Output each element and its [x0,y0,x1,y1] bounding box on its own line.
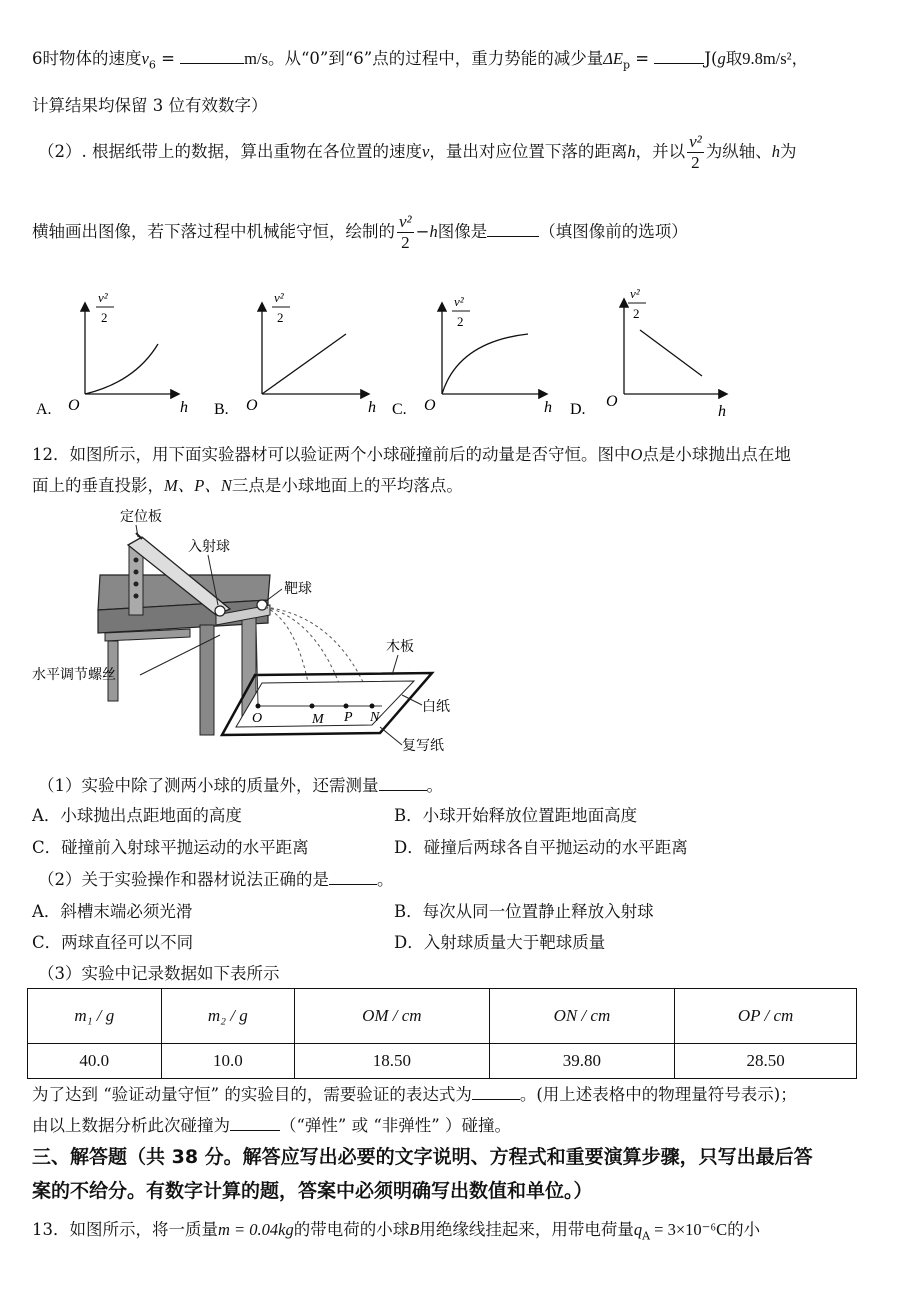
answer-blank[interactable] [654,49,704,64]
fraction-v2-over-2: $\frac{\text{v²}}{2}$ [689,132,702,172]
svg-text:v²: v² [630,286,640,301]
label-white-paper: 白纸 [422,699,450,715]
curve-a [85,344,158,394]
svg-text:O: O [606,393,618,410]
label-screw: 水平调节螺丝 [32,667,116,683]
svg-text:h: h [368,399,376,416]
label-board: 木板 [386,639,414,655]
svg-text:h: h [544,399,552,416]
x-axis-label: h [180,399,188,416]
table-cell: 18.50 [295,1044,489,1079]
svg-text:2: 2 [101,310,108,325]
graph-b-label: B. [214,401,229,418]
p2-option-d: D．入射球质量大于靶球质量 [394,933,606,952]
graph-d-label: D. [570,401,586,418]
q11-line-1: 6时物体的速度$v_6 = m/s$。从“0”到“6”点的过程中，重力势能的减少量$\Delta E_p = J(g$取9.8m/s²， [32,49,809,72]
line-b [262,334,346,394]
answer-blank[interactable] [472,1085,520,1100]
fraction-v2-over-2: $\frac{\text{v²}}{2}$ [399,212,412,252]
data-table [27,988,857,1079]
section-3-heading-line-2: 案的不给分。有数字计算的题，答案中必须明确写出数值和单位。） [32,1180,593,1202]
svg-text:v²: v² [454,294,464,309]
label-target-ball: 靶球 [284,581,312,597]
svg-text:v²: v² [274,290,284,305]
svg-text:O: O [246,397,258,414]
q12-line-2: 面上的垂直投影，M、P、N三点是小球地面上的平均落点。 [32,476,463,495]
point-n-label: N [370,710,380,725]
svg-text:2: 2 [277,310,284,325]
curve-c [442,334,528,394]
p1-option-c: C．碰撞前入射球平抛运动的水平距离 [32,838,309,857]
line-d [640,330,702,376]
answer-blank[interactable] [329,870,377,885]
point-m-label: M [312,712,324,727]
q12-part1: （1）实验中除了测两小球的质量外，还需测量 。 [38,776,443,795]
after-table-line-2: 由以上数据分析此次碰撞为 （“弹性” 或 “非弹性” ）碰撞。 [32,1116,511,1135]
table-cell: 10.0 [161,1044,295,1079]
table-cell: 40.0 [28,1044,162,1079]
table-cell: 39.80 [489,1044,675,1079]
label-incident-ball: 入射球 [188,539,230,555]
point-p-label: P [344,710,353,725]
svg-text:v²: v² [98,290,108,305]
section-3-heading-line-1: 三、解答题（共 38 分。解答应写出必要的文字说明、方程式和重要演算步骤，只写出最后答 [32,1146,813,1168]
svg-text:O: O [424,397,436,414]
answer-blank[interactable] [230,1116,280,1131]
p1-option-b: B．小球开始释放位置距地面高度 [394,806,638,825]
origin-label: O [68,397,80,414]
table-header-row [28,989,857,1044]
q11-part2: （2）. 根据纸带上的数据，算出重物在各位置的速度v，量出对应位置下落的距离h，并以 $\frac{\text{v²}}{2}$ 为纵轴、h为 [38,132,797,172]
answer-blank[interactable] [180,49,244,64]
p2-option-a: A．斜槽末端必须光滑 [32,902,193,921]
table-header: m₂ / g [161,989,295,1044]
table-row [28,1044,857,1079]
graph-d [570,286,726,420]
table-header: OP / cm [675,989,857,1044]
table-header: m₁ / g [28,989,162,1044]
p2-option-c: C．两球直径可以不同 [32,933,194,952]
svg-text:h: h [718,403,726,420]
after-table-line-1: 为了达到 “验证动量守恒” 的实验目的，需要验证的表达式为 。(用上述表格中的物理量符号表示)； [32,1085,797,1104]
table-cell: 28.50 [675,1044,857,1079]
q13-line-1: 13．如图所示，将一质量m = 0.04kg的带电荷的小球B用绝缘线挂起来，用带电荷量$q_A = 3\times 10^{-6}C$的小 [32,1220,761,1243]
label-carbon-paper: 复写纸 [402,738,444,754]
graph-c-label: C. [392,401,407,418]
q12-line-1: 12．如图所示，用下面实验器材可以验证两个小球碰撞前后的动量是否守恒。图中O点是小球抛出点在地 [32,445,791,464]
p2-option-b: B．每次从同一位置静止释放入射球 [394,902,654,921]
svg-text:2: 2 [633,306,640,321]
graph-c [392,294,552,418]
p1-option-a: A．小球抛出点距地面的高度 [32,806,242,825]
graph-b [214,290,376,418]
answer-blank[interactable] [487,222,539,237]
point-o-label: O [252,711,263,726]
p1-option-d: D．碰撞后两球各自平抛运动的水平距离 [394,838,688,857]
q12-part2: （2）关于实验操作和器材说法正确的是 。 [38,870,394,889]
answer-blank[interactable] [379,776,427,791]
graph-a [36,290,188,418]
table-header: OM / cm [295,989,489,1044]
q11-line-2: 计算结果均保留 3 位有效数字） [32,96,268,115]
label-positioning-plate: 定位板 [120,509,162,525]
q11-line-4: 横轴画出图像，若下落过程中机械能守恒，绘制的 $\frac{\text{v²}}{2}$ −h图像是 （填图像前的选项） [32,212,688,252]
svg-text:2: 2 [457,314,464,329]
table-header: ON / cm [489,989,675,1044]
q12-part3: （3）实验中记录数据如下表所示 [38,964,280,983]
graph-options [30,282,770,422]
graph-a-label: A. [36,401,52,418]
collision-apparatus-figure [30,505,480,755]
